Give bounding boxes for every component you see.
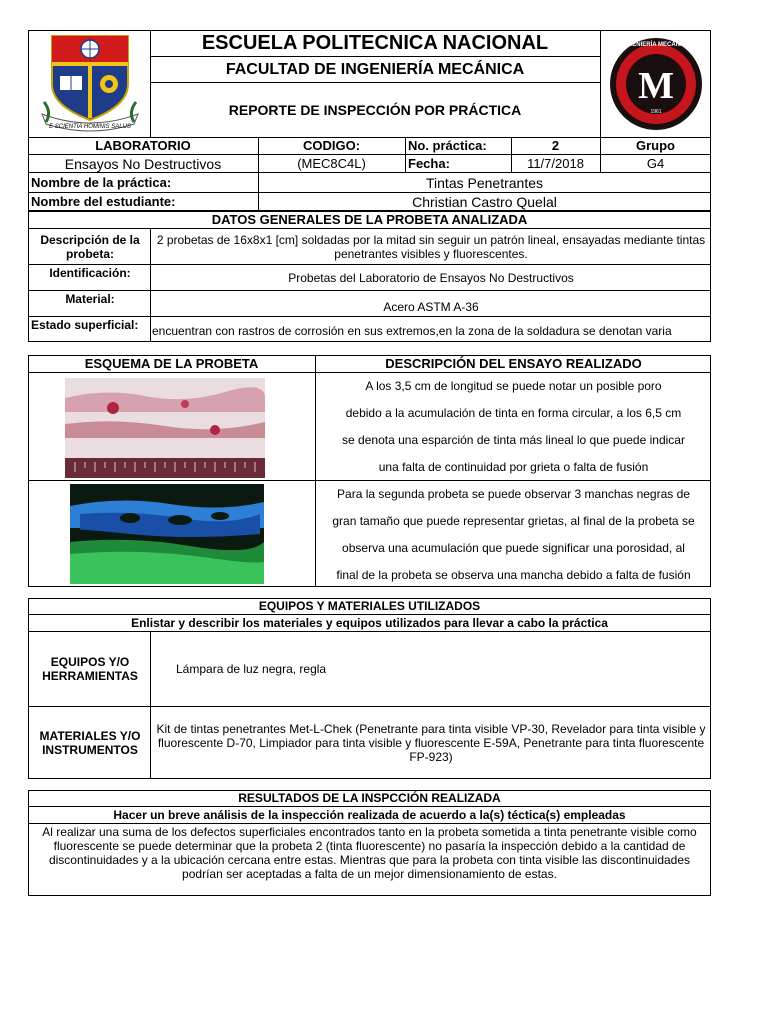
school-logo [38, 32, 142, 134]
practice-name-label: Nombre de la práctica: [31, 175, 172, 190]
test-description-1: A los 3,5 cm de longitud se puede notar un posible poro debido a la acumulación de tinta en forma circular, a los 6,5 cm se denota una esparción de tinta más lineal lo que puede indicar una falta de continuidad por grieta o falta de fusión [342, 379, 685, 474]
material-value: Acero ASTM A-36 [383, 299, 479, 314]
materials-label: MATERIALES Y/O INSTRUMENTOS [39, 729, 141, 757]
student-label: Nombre del estudiante: [31, 194, 176, 209]
code-value: (MEC8C4L) [297, 156, 366, 171]
lab-value: Ensayos No Destructivos [64, 155, 222, 172]
test-description-title: DESCRIPCIÓN DEL ENSAYO REALIZADO [385, 356, 642, 371]
identification-label: Identificación: [49, 266, 131, 280]
practice-no: 2 [551, 138, 560, 153]
practice-name: Tintas Penetrantes [426, 174, 543, 191]
specimen-photo-visible [65, 378, 265, 478]
lab-label: LABORATORIO [95, 138, 191, 153]
report-title: REPORTE DE INSPECCIÓN POR PRÁCTICA [228, 102, 522, 118]
description-label: Descripción de la probeta: [40, 232, 140, 261]
description-value: 2 probetas de 16x8x1 [cm] soldadas por la mitad sin seguir un patrón lineal, ensayadas mediante tintas penetrantes visibles y fluorescentes. [156, 232, 706, 261]
material-label: Material: [65, 292, 115, 306]
svg-text:M: M [638, 65, 674, 107]
school-name: ESCUELA POLITECNICA NACIONAL [201, 32, 549, 54]
results-title: RESULTADOS DE LA INSPCCIÓN REALIZADA [238, 791, 501, 805]
faculty-name: FACULTAD DE INGENIERÍA MECÁNICA [225, 60, 525, 78]
identification-value: Probetas del Laboratorio de Ensayos No Destructivos [288, 270, 574, 285]
tools-value: Lámpara de luz negra, regla [176, 662, 327, 676]
results-subtitle: Hacer un breve análisis de la inspección realizada de acuerdo a la(s) téctica(s) empleadas [113, 808, 626, 822]
code-label: CODIGO: [302, 138, 361, 153]
materials-value: Kit de tintas penetrantes Met-L-Chek (Penetrante para tinta visible VP-30, Revelador para tinta visible y fluorescente D-70, Limpiador para tinta visible y fluorescente E-59A, Penetrante para tinta fluorescente FP-923) [156, 722, 706, 764]
surface-label: Estado superficial: [31, 318, 139, 332]
surface-value: encuentran con rastros de corrosión en sus extremos,en la zona de la soldadura se denotan varia [152, 324, 672, 338]
test-description-2: Para la segunda probeta se puede observar 3 manchas negras de gran tamaño que puede representar grietas, al final de la probeta se observa una acumulación que puede significar una porosidad, al final de la probeta se observa una mancha debido a falta de fusión [332, 487, 695, 582]
group-label: Grupo [636, 138, 675, 153]
logo-motto: E SCIENTIA HOMINIS SALUS [49, 124, 131, 130]
student-name: Christian Castro Quelal [412, 193, 557, 210]
tools-label: EQUIPOS Y/O HERRAMIENTAS [42, 655, 138, 683]
date-label: Fecha: [408, 156, 450, 171]
faculty-logo [608, 36, 704, 132]
specimen-photo-fluorescent [70, 484, 264, 584]
group-value: G4 [646, 156, 665, 171]
results-text: Al realizar una suma de los defectos superficiales encontrados tanto en la probeta sometida a tinta penetrante visible como fluorescente se puede determinar que la probeta 2 (tinta fluorescente) no pasaría la inspección debido a la cantidad de discontinuidades y a la ubicación cercana entre estas. Mientras que para la probeta con tinta visible las discontinuidades podrían ser aceptadas a falta de un mejor dimensionamiento de estas. [42, 825, 697, 881]
faculty-logo-year: 1961 [650, 109, 662, 115]
faculty-logo-text: INGENIERÍA MECÁNICA [621, 42, 691, 48]
equipment-subtitle: Enlistar y describir los materiales y equipos utilizados para llevar a cabo la práctica [131, 616, 608, 630]
equipment-title: EQUIPOS Y MATERIALES UTILIZADOS [258, 599, 481, 613]
practice-no-label: No. práctica: [408, 138, 487, 153]
date-value: 11/7/2018 [527, 156, 584, 171]
scheme-title: ESQUEMA DE LA PROBETA [84, 356, 259, 371]
general-data-title: DATOS GENERALES DE LA PROBETA ANALIZADA [211, 212, 528, 227]
